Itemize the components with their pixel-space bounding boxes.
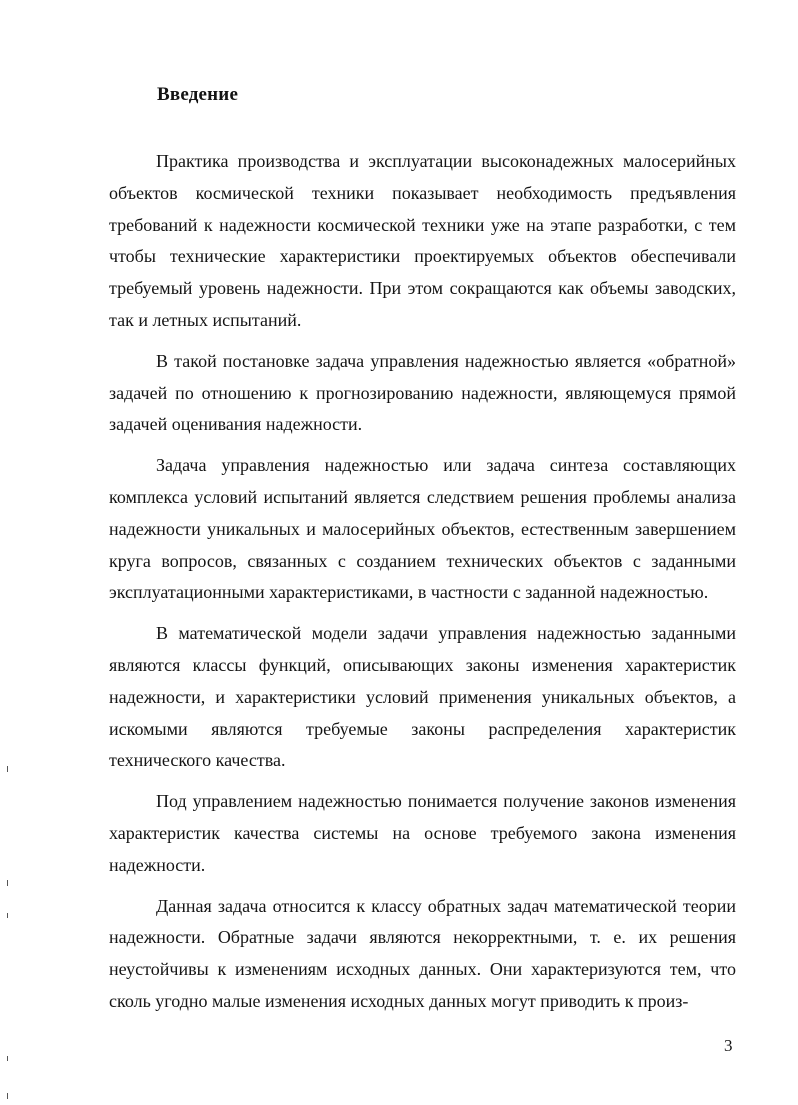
section-heading: Введение bbox=[157, 84, 239, 105]
scan-artifact bbox=[7, 1093, 8, 1099]
body-text bbox=[109, 146, 736, 1018]
scan-artifact bbox=[7, 913, 8, 918]
scan-artifact bbox=[7, 1056, 8, 1061]
paragraph-5: Под управлением надежностью понимается получение законов изменения характеристик качества системы на основе требуемого закона изменения надежности. bbox=[109, 791, 736, 875]
paragraph-6: Данная задача относится к классу обратных задач математической теории надежности. Обратные задачи являются некорректными, т. е. их решения неустойчивы к изменениям исходных данных. Они характеризуются тем, что сколь угодно малые изменения исходных данных могут приводить к произ- bbox=[109, 895, 736, 1011]
paragraph-1: Практика производства и эксплуатации высоконадежных малосерийных объектов космической техники показывает необходимость предъявления требований к надежности космической техники уже на этапе разработки, с тем чтобы технические характеристики проектируемых объектов обеспечивали требуемый уровень надежности. При этом сокращаются как объемы заводских, так и летных испытаний. bbox=[109, 151, 736, 330]
scan-artifact bbox=[7, 880, 8, 886]
paragraph-4: В математической модели задачи управления надежностью заданными являются классы функций, описывающих законы изменения характеристик надежности, и характеристики условий применения уникальных объектов, а искомыми являются требуемые законы распределения характеристик технического качества. bbox=[109, 623, 736, 771]
scan-artifact bbox=[7, 766, 8, 772]
page-number: 3 bbox=[724, 1036, 733, 1055]
paragraph-3: Задача управления надежностью или задача синтеза составляющих комплекса условий испытаний является следствием решения проблемы анализа надежности уникальных и малосерийных объектов, естественным завершением круга вопросов, связанных с созданием технических объектов с заданными эксплуатационными характеристиками, в частности с заданной надежностью. bbox=[109, 455, 736, 603]
paragraph-2: В такой постановке задача управления надежностью является «обратной» задачей по отношению к прогнозированию надежности, являющемуся прямой задачей оценивания надежности. bbox=[109, 350, 736, 435]
